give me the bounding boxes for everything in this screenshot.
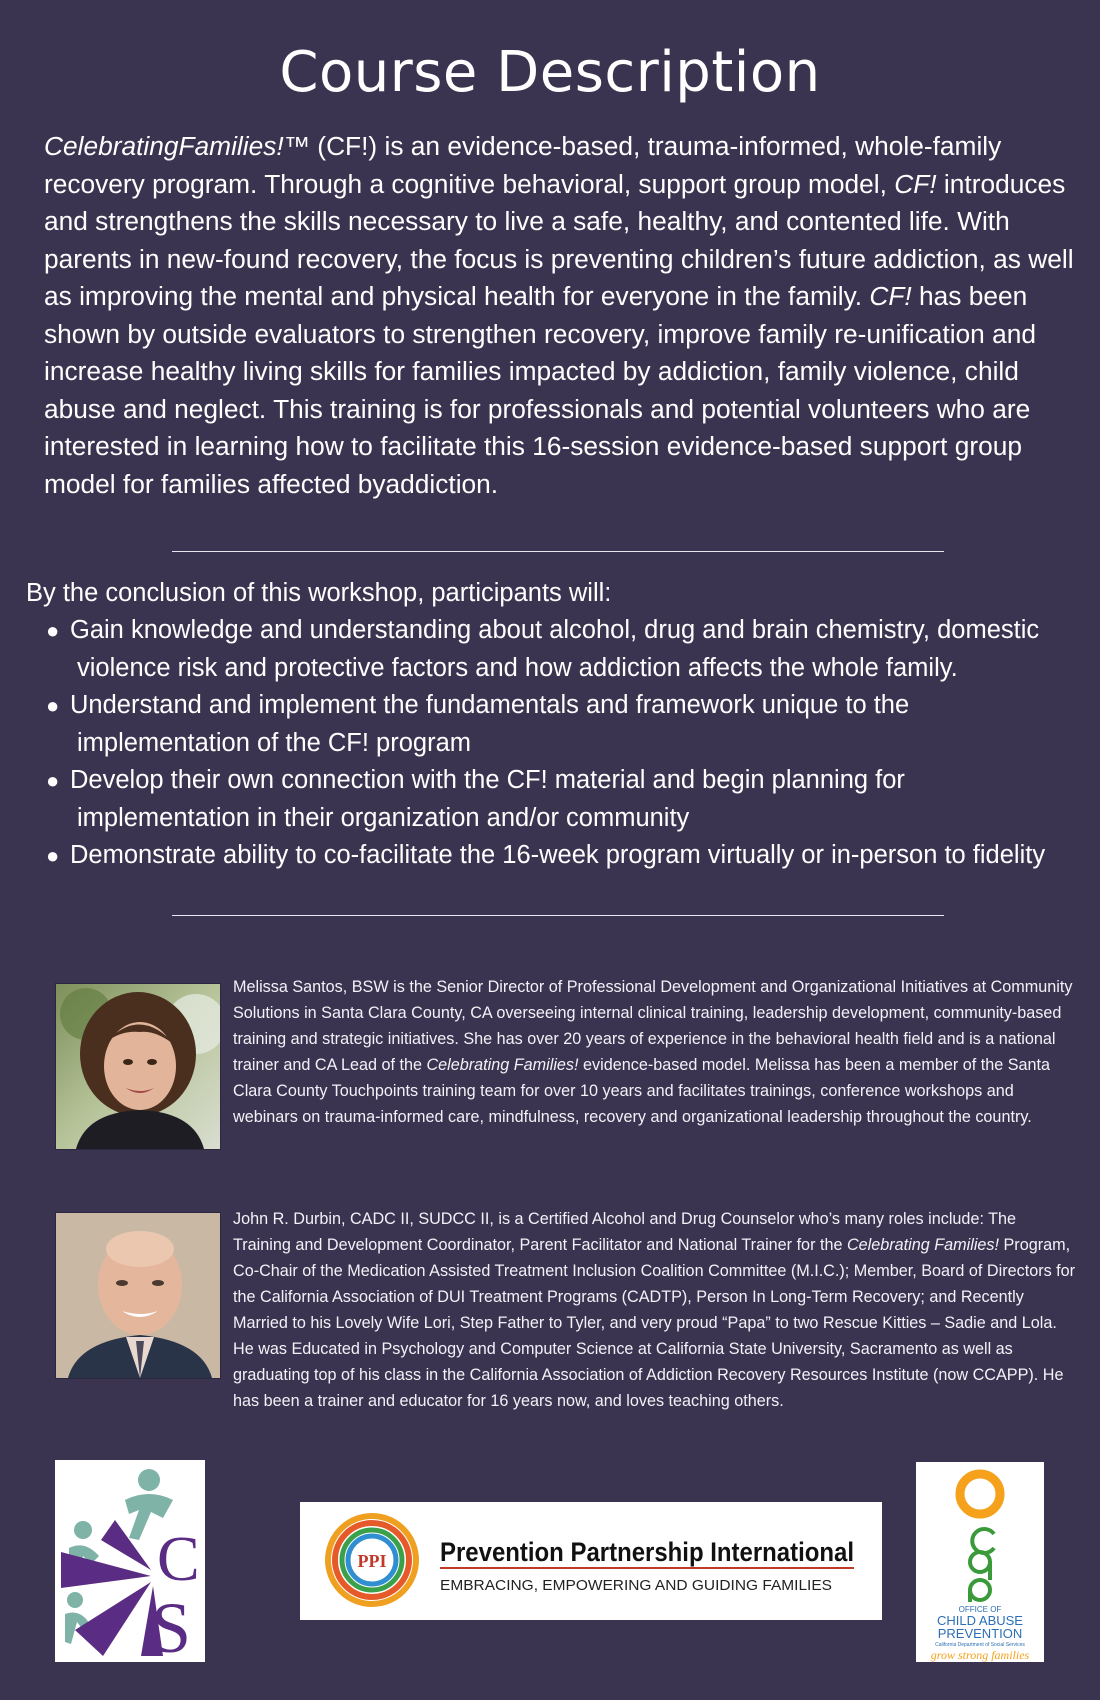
description-text-3: has been shown by outside evaluators to strengthen recovery, improve family re-unification and increase healthy living skills for families impacted by addiction, family violence, child abuse and neglect. This training is for professionals and potential volunteers who are interested in learning how to facilitate this 16-session evidence-based support group model for families affected byaddiction. xyxy=(44,281,1036,499)
objective-item xyxy=(46,837,1086,875)
course-description xyxy=(44,128,1074,503)
cf-abbrev: CF! xyxy=(894,168,937,199)
divider-line xyxy=(172,551,944,552)
description-text-2: introduces and strengthens the skills necessary to live a safe, healthy, and contented life. With parents in new-found recovery, the focus is preventing children’s future addiction, as well as improving the mental and physical health for everyone in the family. xyxy=(44,168,1074,311)
objective-item xyxy=(46,687,1086,762)
description-text-1: (CF!) is an evidence-based, trauma-informed, whole-family recovery program. Through a cognitive behavioral, support group model, xyxy=(44,131,1002,199)
objectives-list xyxy=(46,612,1086,875)
ppi-logo xyxy=(300,1502,882,1620)
objective-line: implementation in their organization and/or community xyxy=(77,803,690,832)
ocap-line2: CHILD ABUSE xyxy=(937,1613,1023,1628)
objective-line: implementation of the CF! program xyxy=(77,728,472,757)
john-durbin-photo xyxy=(55,1212,221,1379)
objective-item xyxy=(46,762,1086,837)
program-name: CelebratingFamilies!™ xyxy=(44,131,310,161)
objective-line: Gain knowledge and understanding about alcohol, drug and brain chemistry, domestic xyxy=(70,616,1040,644)
ocap-logo-icon xyxy=(916,1462,1044,1662)
ocap-slogan: grow strong families xyxy=(930,1648,1030,1662)
ocap-line1: OFFICE OF xyxy=(958,1605,1002,1614)
cf-abbrev: CF! xyxy=(869,281,912,311)
bullet-icon: ● xyxy=(46,693,60,718)
objective-line: Demonstrate ability to co-facilitate the 16-week program virtually or in-person to fidelity xyxy=(70,841,1046,869)
objective-item xyxy=(46,612,1086,687)
ocap-line4: California Department of Social Services xyxy=(935,1642,1025,1648)
bio-text: Melissa Santos, BSW is the Senior Director of Professional Development and Organizational Initiatives at Community Solutions in Santa Clara County, CA overseeing internal clinical training, leadership development, community-based training and strategic initiatives. She has over 20 years of experience in the behavioral health field and is a national trainer and CA Lead of the xyxy=(233,978,1073,1074)
bullet-icon: ● xyxy=(46,618,60,643)
program-name: Celebrating Families! xyxy=(846,1236,1000,1254)
bio-text: Program, Co-Chair of the Medication Assisted Treatment Inclusion Coalition Committee (M.I.C.); Member, Board of Directors for the California Association of DUI Treatment Programs (CADTP), Person In Long-Term Recovery; and Recently Married to his Lovely Wife Lori, Step Father to Tyler, and very proud “Papa” to two Rescue Kitties – Sadie and Lola. He was Educated in Psychology and Computer Science at California State University, Sacramento as well as graduating top of his class in the California Association of Addiction Recovery Resources Institute (now CCAPP). He has been a trainer and educator for 16 years now, and loves teaching others. xyxy=(233,1236,1076,1410)
cs-logo xyxy=(55,1460,205,1662)
objective-line: Understand and implement the fundamentals and framework unique to the xyxy=(70,691,910,719)
program-name: Celebrating Families! xyxy=(426,1056,579,1074)
bullet-icon: ● xyxy=(46,768,60,793)
bio-text: evidence-based model. Melissa has been a member of the Santa Clara County Touchpoints training team for over 10 years and facilitates trainings, conference workshops and webinars on trauma-informed care, mindfulness, recovery and organizational leadership throughout the country. xyxy=(233,1056,1051,1126)
ppi-name: Prevention Partnership International xyxy=(440,1537,854,1567)
divider-line xyxy=(172,915,944,916)
bullet-icon: ● xyxy=(46,843,60,868)
ocap-line3: PREVENTION xyxy=(937,1626,1023,1641)
person-photo-icon xyxy=(56,1213,220,1378)
ppi-badge-text: PPI xyxy=(357,1551,387,1571)
objective-line: Develop their own connection with the CF! material and begin planning for xyxy=(70,766,905,794)
svg-text:S: S xyxy=(151,1588,192,1662)
bio-text: John R. Durbin, CADC II, SUDCC II, is a Certified Alcohol and Drug Counselor who’s many roles include: The Training and Development Coordinator, Parent Facilitator and National Trainer for the xyxy=(233,1210,1017,1254)
john-durbin-bio xyxy=(233,1206,1078,1414)
objective-line: violence risk and protective factors and how addiction affects the whole family. xyxy=(77,653,958,682)
ocap-logo xyxy=(916,1462,1044,1662)
person-photo-icon xyxy=(56,984,220,1149)
ppi-logo-icon xyxy=(300,1502,882,1620)
melissa-santos-photo xyxy=(55,983,221,1150)
ppi-tagline: EMBRACING, EMPOWERING AND GUIDING FAMILIES xyxy=(440,1577,832,1594)
cs-logo-icon xyxy=(55,1460,205,1662)
melissa-santos-bio xyxy=(233,974,1078,1130)
objectives-intro: By the conclusion of this workshop, participants will: xyxy=(26,579,612,607)
page-title: Course Description xyxy=(279,40,821,105)
svg-text:C: C xyxy=(157,1523,200,1594)
